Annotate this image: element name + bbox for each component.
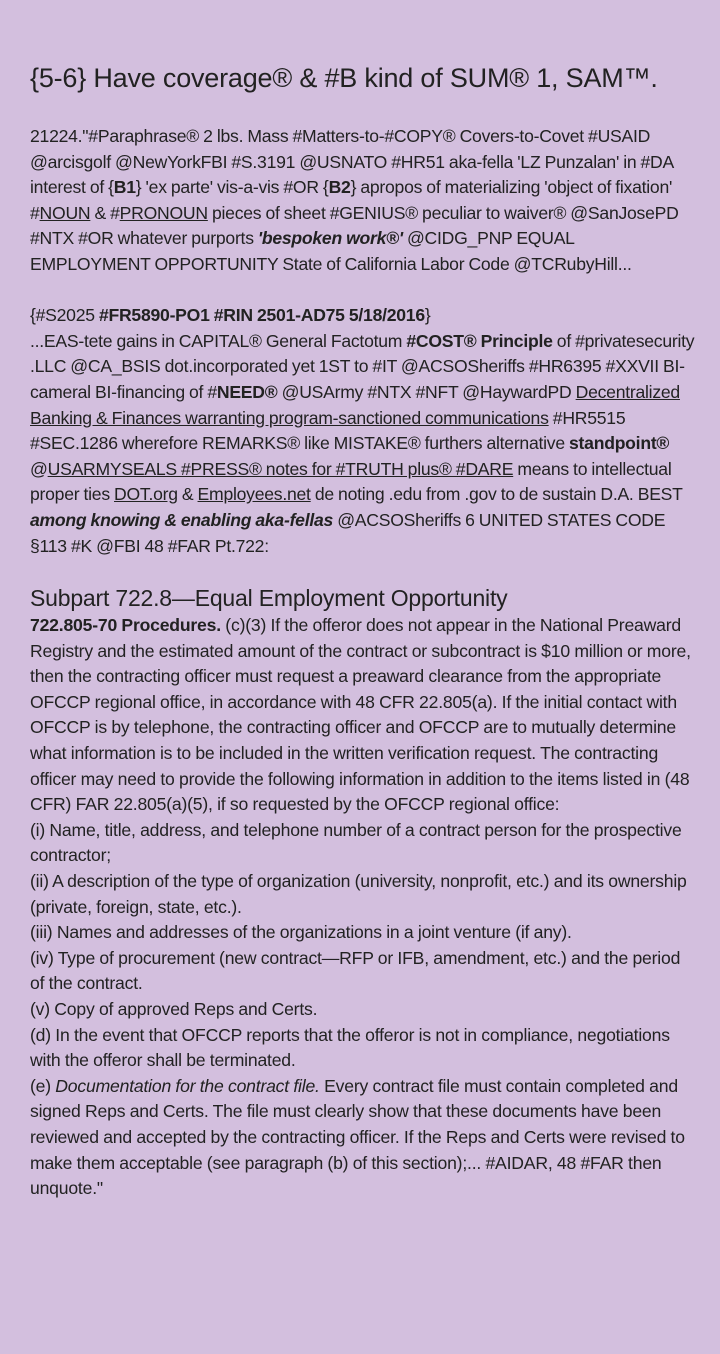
underlined-decentralized: Decentralized Banking & Finances warranting program-sanctioned communications [30,381,680,428]
bold-b2: B2 [328,177,351,198]
text: } [424,305,431,326]
section-paragraph-c3 [30,613,696,818]
text: (c)(3) If the offeror does not appear in the National Preaward Registry and the estimated amount of the contract or subcontract is $10 million or more, then the contracting officer must request a preaward clearance from the appropriate OFCCP regional office, in accordance with 48 CFR 22.805(a). If the initial contact with OFCCP is by telephone, the contracting officer and OFCCP are to mutually determine what information is to be included in the written verification request. The contracting officer may need to provide the following information in addition to the items listed in (48 CFR) FAR 22.805(a)(5), if so requested by the OFCCP regional office: [30,615,691,815]
text: #HR5515 #SEC.1286 wherefore REMARKS® like MISTAKE® furthers alternative [30,407,626,454]
link-employees-net[interactable]: Employees.net [197,484,311,505]
text: means to intellectual proper ties [30,458,672,505]
text: @ACSOSheriffs 6 UNITED STATES CODE §113 #K @FBI 48 #FAR Pt.722: [30,509,666,556]
paragraph-d: (d) In the event that OFCCP reports that the offeror is not in compliance, negotiations with the offeror shall be terminated. [30,1024,670,1071]
bold-b1: B1 [113,177,136,198]
text: } apropos of materializing 'object of fixation' # [30,177,673,223]
text: of #privatesecurity .LLC @CA_BSIS dot.incorporated yet 1ST to #IT @ACSOSheriffs #HR6395 #XXVII BI-cameral BI-financing of # [30,330,695,402]
text: (e) [30,1075,56,1096]
paragraph-references [30,303,696,559]
underlined-usarmyseals: USARMYSEALS #PRESS® notes for #TRUTH plus® #DARE [47,458,514,479]
text: de noting .edu from .gov to de sustain D.A. BEST [310,484,683,505]
paragraph-intro [30,124,696,278]
bold-cost-principle: #COST® Principle [406,330,553,351]
text: 21224."#Paraphrase® 2 lbs. Mass #Matters-to-#COPY® Covers-to-Covet #USAID @arcisgolf @NewYorkFBI #S.3191 @USNATO #HR51 aka-fella 'LZ Punzalan' in #DA interest of { [30,126,674,198]
text: & # [90,202,120,223]
bold-need: NEED® [216,381,278,402]
text: {#S2025 [30,305,99,326]
underlined-pronoun: PRONOUN [119,202,208,223]
page-title: {5-6} Have coverage® & #B kind of SUM® 1, SAM™. [30,63,658,93]
paragraph-e [30,1074,696,1202]
text: @ [30,458,48,479]
list-item-iv: (iv) Type of procurement (new contract—RFP or IFB, amendment, etc.) and the period of the contract. [30,947,681,994]
section-body [30,613,696,1202]
list-item-iii: (iii) Names and addresses of the organizations in a joint venture (if any). [30,922,572,943]
text: pieces of sheet #GENIUS® peculiar to waiver® @SanJosePD #NTX #OR whatever purports [30,202,679,249]
italic-documentation: Documentation for the contract file. [55,1075,320,1096]
text: & [177,484,198,505]
spacer [30,278,696,304]
list-item-v: (v) Copy of approved Reps and Certs. [30,999,318,1019]
section-heading: 722.805-70 Procedures. [30,615,221,636]
list-item-i: (i) Name, title, address, and telephone number of a contract person for the prospective contractor; [30,819,682,866]
text: @CIDG_PNP EQUAL EMPLOYMENT OPPORTUNITY State of California Labor Code @TCRubyHill... [30,228,632,274]
list-item-ii: (ii) A description of the type of organization (university, nonprofit, etc.) and its ownership (private, foreign, state, etc.). [30,871,687,917]
underlined-noun: NOUN [39,202,91,223]
italic-among-knowing: among knowing & enabling aka-fellas [30,509,334,530]
bespoken-work: 'bespoken work®' [257,228,403,249]
bold-fr-reference: #FR5890-PO1 #RIN 2501-AD75 5/18/2016 [98,305,425,326]
text: @USArmy #NTX #NFT @HaywardPD [277,381,576,402]
text: Every contract file must contain completed and signed Reps and Certs. The file must clearly show that these documents have been reviewed and accepted by the contracting officer. If the Reps and Certs were revised to make them acceptable (see paragraph (b) of this section);... #AIDAR, 48 #FAR then unquote." [30,1075,685,1199]
text: } 'ex parte' vis-a-vis #OR { [135,177,329,198]
subpart-heading: Subpart 722.8—Equal Employment Opportunity [30,585,508,612]
bold-standpoint: standpoint® [569,433,670,454]
text: ...EAS-tete gains in CAPITAL® General Factotum [30,330,407,351]
link-dot-org[interactable]: DOT.org [114,484,178,505]
